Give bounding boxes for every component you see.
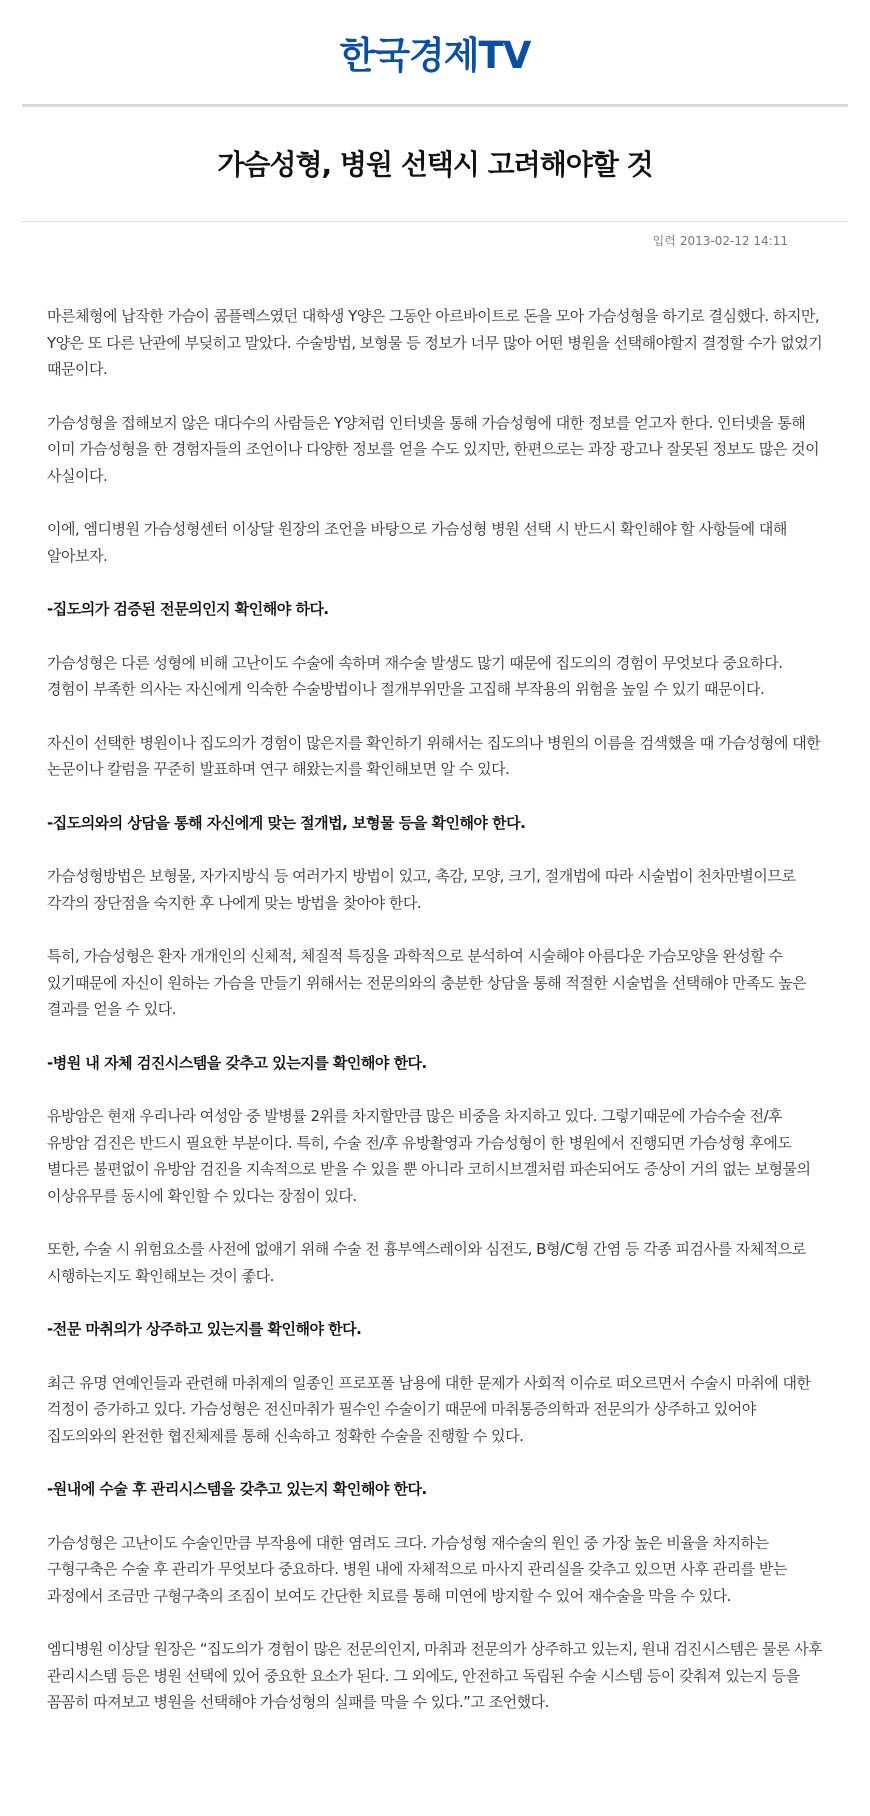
article-paragraph: 특히, 가슴성형은 환자 개개인의 신체적, 체질적 특징을 과학적으로 분석하여 시술해야 아름다운 가슴모양을 완성할 수 있기때문에 자신이 원하는 가슴을 만들기 위해서는 전문의와의 충분한 상담을 통해 적절한 시술법을 선택해야 만족도 높은 결과를 얻을 수 있다.: [47, 947, 807, 1018]
site-header: [0, 0, 870, 104]
site-logo[interactable]: 한국경제TV: [339, 34, 531, 77]
article-title: 가슴성형, 병원 선택시 고려해야할 것: [217, 148, 653, 181]
article-paragraph: 엠디병원 이상달 원장은 “집도의가 경험이 많은 전문의인지, 마취과 전문의가 상주하고 있는지, 원내 검진시스템은 물론 사후 관리시스템 등은 병원 선택에 있어 중요한 요소가 된다. 그 외에도, 안전하고 독립된 수술 시스템 등이 갖춰져 있는지 등을 꼼꼼히 따져보고 병원을 선택해야 가슴성형의 실패를 막을 수 있다.”고 조언했다.: [47, 1640, 823, 1711]
article-paragraph: 가슴성형은 다른 성형에 비해 고난이도 수술에 속하며 재수술 발생도 많기 때문에 집도의의 경험이 무엇보다 중요하다. 경험이 부족한 의사는 자신에게 익숙한 수술방법이나 절개부위만을 고집해 부작용의 위험을 높일 수 있기 때문이다.: [47, 653, 783, 698]
article-paragraph: 최근 유명 연예인들과 관련해 마취제의 일종인 프로포폴 남용에 대한 문제가 사회적 이슈로 떠오르면서 수술시 마취에 대한 걱정이 증가하고 있다. 가슴성형은 전신마취가 필수인 수술이기 때문에 마취통증의학과 전문의가 상주하고 있어야 집도의와의 완전한 협진체제를 통해 신속하고 정확한 수술을 진행할 수 있다.: [47, 1373, 811, 1445]
article-paragraph: 가슴성형방법은 보형물, 자가지방식 등 여러가지 방법이 있고, 촉감, 모양, 크기, 절개법에 따라 시술법이 천차만별이므로 각각의 장단점을 숙지한 후 나에게 맞는 방법을 찾아야 한다.: [47, 867, 796, 912]
article-paragraph: 또한, 수술 시 위험요소를 사전에 없애기 위해 수술 전 흉부엑스레이와 심전도, B형/C형 간염 등 각종 피검사를 자체적으로 시행하는지도 확인해보는 것이 좋다.: [47, 1240, 806, 1285]
article-paragraph: 이에, 엠디병원 가슴성형센터 이상달 원장의 조언을 바탕으로 가슴성형 병원 선택 시 반드시 확인해야 할 사항들에 대해 알아보자.: [47, 520, 787, 565]
article-meta: [653, 233, 788, 249]
section-heading: -전문 마취의가 상주하고 있는지를 확인해야 한다.: [47, 1320, 362, 1338]
article-paragraph: 가슴성형은 고난이도 수술인만큼 부작용에 대한 염려도 크다. 가슴성형 재수술의 원인 중 가장 높은 비율을 차지하는 구형구축은 수술 후 관리가 무엇보다 중요하다. 병원 내에 자체적으로 마사지 관리실을 갖추고 있으면 사후 관리를 받는 과정에서 조금만 구형구축의 조짐이 보여도 간단한 치료를 통해 미연에 방지할 수 있어 재수술을 막을 수 있다.: [47, 1533, 787, 1605]
section-heading: -병원 내 자체 검진시스템을 갖추고 있는지를 확인해야 한다.: [47, 1053, 427, 1072]
article-paragraph: 가슴성형을 접해보지 않은 대다수의 사람들은 Y양처럼 인터넷을 통해 가슴성형에 대한 정보를 얻고자 한다. 인터넷을 통해 이미 가슴성형을 한 경험자들의 조언이나 다양한 정보를 얻을 수도 있지만, 한편으로는 과장 광고나 잘못된 정보도 많은 것이 사실이다.: [47, 413, 820, 485]
section-heading: -집도의와의 상담을 통해 자신에게 맞는 절개법, 보형물 등을 확인해야 한다.: [47, 813, 526, 832]
input-date-label: 입력: [652, 234, 676, 248]
article-paragraph: 유방암은 현재 우리나라 여성암 중 발병률 2위를 차지할만큼 많은 비중을 차지하고 있다. 그렇기때문에 가슴수술 전/후 유방암 검진은 반드시 필요한 부분이다. 특히, 수술 전/후 유방촬영과 가슴성형이 한 병원에서 진행되면 가슴성형 후에도 별다른 불편없이 유방암 검진을 지속적으로 받을 수 있을 뿐 아니라 코히시브겔처럼 파손되어도 증상이 거의 없는 보형물의 이상유무를 동시에 확인할 수 있다는 장점이 있다.: [47, 1107, 811, 1205]
input-date-value: 2013-02-12 14:11: [679, 234, 788, 248]
article-title-area: [22, 107, 848, 222]
article-paragraph: 자신이 선택한 병원이나 집도의가 경험이 많은지를 확인하기 위해서는 집도의나 병원의 이름을 검색했을 때 가슴성형에 대한 논문이나 칼럼을 꾸준히 발표하며 연구 해왔는지를 확인해보면 알 수 있다.: [47, 733, 821, 778]
section-heading: -원내에 수술 후 관리시스템을 갖추고 있는지 확인해야 한다.: [47, 1480, 427, 1498]
article-paragraph: 마른체형에 납작한 가슴이 콤플렉스였던 대학생 Y양은 그동안 아르바이트로 돈을 모아 가슴성형을 하기로 결심했다. 하지만, Y양은 또 다른 난관에 부딪히고 말았다. 수술방법, 보형물 등 정보가 너무 많아 어떤 병원을 선택해야할지 결정할 수가 없었기 때문이다.: [47, 307, 823, 378]
article-body: [47, 303, 823, 1743]
section-heading: -집도의가 검증된 전문의인지 확인해야 하다.: [47, 600, 329, 618]
